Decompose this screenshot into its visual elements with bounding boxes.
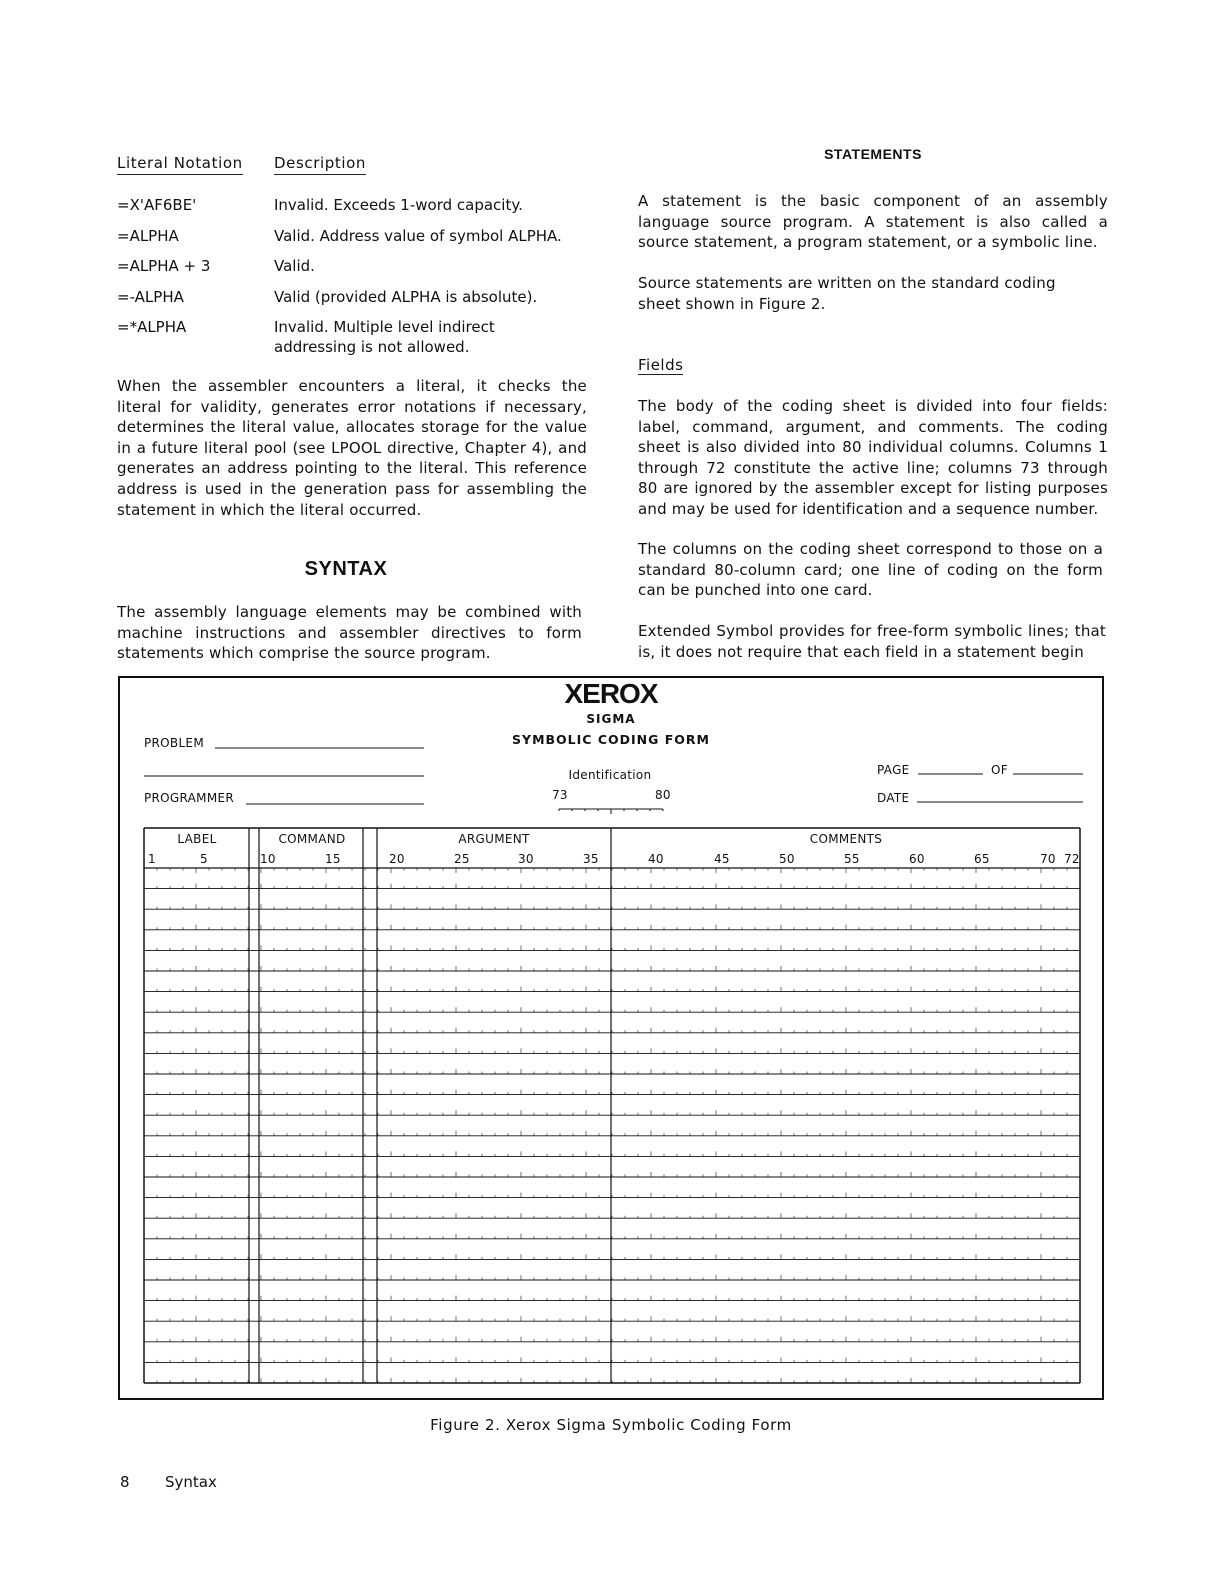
problem-label: PROBLEM xyxy=(144,736,204,750)
label-field-header: LABEL xyxy=(177,832,217,846)
column-number: 70 xyxy=(1040,852,1056,866)
date-label: DATE xyxy=(877,791,910,805)
sigma-label: SIGMA xyxy=(586,712,636,726)
column-number: 50 xyxy=(779,852,795,866)
column-number: 60 xyxy=(909,852,925,866)
column-number: 35 xyxy=(583,852,599,866)
of-label: OF xyxy=(991,763,1008,777)
literal-description: Valid. xyxy=(274,257,315,275)
literal-description: Valid (provided ALPHA is absolute). xyxy=(274,288,538,306)
column-number: 40 xyxy=(648,852,664,866)
literal-notation: =*ALPHA xyxy=(117,318,187,336)
syntax-heading: SYNTAX xyxy=(304,558,388,580)
column-number: 55 xyxy=(844,852,860,866)
literal-description: Invalid. Multiple level indirect addressing is not allowed. xyxy=(274,318,495,356)
statements-paragraph-1: A statement is the basic component of an assembly language source program. A statement is also called a source statement, a program statement, or a symbolic line. xyxy=(638,192,1108,252)
page-label: PAGE xyxy=(877,763,910,777)
column-number: 72 xyxy=(1064,852,1080,866)
column-number: 1 xyxy=(148,852,156,866)
ident-end-number: 80 xyxy=(655,788,671,802)
programmer-label: PROGRAMMER xyxy=(144,791,235,805)
fields-paragraph-3: Extended Symbol provides for free-form symbolic lines; that is, it does not require that each field in a statement begin xyxy=(638,622,1106,661)
figure-caption: Figure 2. Xerox Sigma Symbolic Coding Form xyxy=(430,1416,792,1434)
fields-paragraph-1: The body of the coding sheet is divided into four fields: label, command, argument, and comments. The coding sheet is also divided into 80 individual columns. Columns 1 through 72 constitute the active line; columns 73 through 80 are ignored by the assembler except for listing purposes and may be used for identification and a sequence number. xyxy=(638,397,1108,518)
column-number: 15 xyxy=(325,852,341,866)
fields-paragraph-2: The columns on the coding sheet correspond to those on a standard 80-column card; one line of coding on the form can be punched into one card. xyxy=(638,540,1103,600)
literal-paragraph: When the assembler encounters a literal, it checks the literal for validity, generates error notations if necessary, determines the literal value, allocates storage for the value in a future literal pool (see LPOOL directive, Chapter 4), and generates an address pointing to the literal. This reference address is used in the generation pass for assembling the statement in which the literal occurred. xyxy=(117,377,587,519)
command-field-header: COMMAND xyxy=(278,832,346,846)
identification-label: Identification xyxy=(568,768,652,782)
form-title: SYMBOLIC CODING FORM xyxy=(512,732,710,747)
literal-description: Invalid. Exceeds 1-word capacity. xyxy=(274,196,523,214)
literal-notation: =-ALPHA xyxy=(117,288,184,306)
description-header: Description xyxy=(274,154,366,172)
column-number: 10 xyxy=(260,852,276,866)
literal-notation-header: Literal Notation xyxy=(117,154,243,172)
footer-section: Syntax xyxy=(165,1473,217,1491)
comments-field-header: COMMENTS xyxy=(809,832,883,846)
column-number: 5 xyxy=(200,852,208,866)
column-number: 25 xyxy=(454,852,470,866)
column-number: 20 xyxy=(389,852,405,866)
coding-grid xyxy=(120,678,1102,1398)
argument-field-header: ARGUMENT xyxy=(458,832,530,846)
symbolic-coding-form xyxy=(118,676,1104,1400)
statements-heading: STATEMENTS xyxy=(824,146,922,162)
fields-heading: Fields xyxy=(638,356,684,374)
column-number: 30 xyxy=(518,852,534,866)
column-number: 45 xyxy=(714,852,730,866)
ident-start-number: 73 xyxy=(552,788,568,802)
xerox-logo: XEROX xyxy=(564,678,658,709)
literal-notation: =ALPHA xyxy=(117,227,179,245)
page-number: 8 xyxy=(120,1473,130,1491)
statements-paragraph-2: Source statements are written on the standard coding sheet shown in Figure 2. xyxy=(638,274,1056,313)
column-number: 65 xyxy=(974,852,990,866)
literal-description: Valid. Address value of symbol ALPHA. xyxy=(274,227,562,245)
literal-notation: =ALPHA + 3 xyxy=(117,257,211,275)
literal-notation: =X'AF6BE' xyxy=(117,196,197,214)
syntax-paragraph: The assembly language elements may be combined with machine instructions and assembler directives to form statements which comprise the source program. xyxy=(117,603,582,663)
